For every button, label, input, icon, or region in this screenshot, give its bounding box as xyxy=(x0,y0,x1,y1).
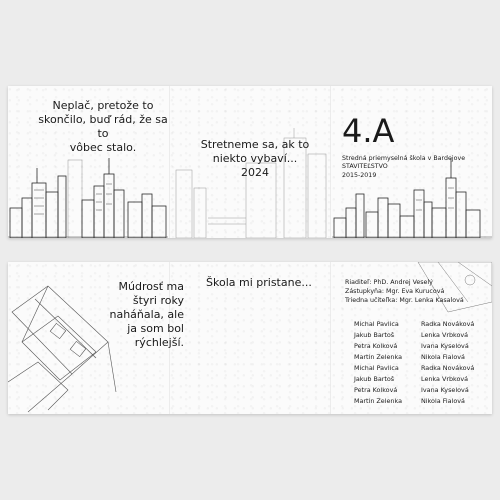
student-name: Jakub Bartoš xyxy=(354,331,395,339)
quote-line: vôbec stalo. xyxy=(69,141,137,154)
student-name: Michal Pavlica xyxy=(354,364,399,372)
quote-center xyxy=(196,138,314,180)
deputy: Zástupkyňa: Mgr. Eva Kurucová xyxy=(345,287,445,295)
student-name: Radka Nováková xyxy=(421,364,475,372)
student-names-column xyxy=(354,319,422,407)
student-names-column xyxy=(421,319,489,407)
student-name: Martin Zelenka xyxy=(354,397,402,405)
school-info xyxy=(342,155,492,180)
study-years: 2015-2019 xyxy=(342,171,377,179)
student-name: Petra Kolková xyxy=(354,386,398,394)
fold-line xyxy=(330,262,331,414)
quote-line: Múdrosť ma xyxy=(118,280,184,293)
student-name: Nikola Fialová xyxy=(421,353,465,361)
reunion-year: 2024 xyxy=(241,166,269,179)
quote-left xyxy=(98,280,184,350)
school-name: Stredná priemyselná škola v Bardejove xyxy=(342,155,466,162)
student-name: Jakub Bartoš xyxy=(354,375,395,383)
quote-line: rýchlejší. xyxy=(134,336,184,349)
student-name: Ivana Kyselová xyxy=(421,386,469,394)
quote-left xyxy=(38,99,168,155)
student-name: Michal Pavlica xyxy=(354,320,399,328)
principal: Riaditeľ: PhD. Andrej Veselý xyxy=(345,279,433,286)
student-name: Lenka Vrbková xyxy=(421,375,469,383)
student-name: Martin Zelenka xyxy=(354,353,402,361)
quote-line: niekto vybaví... xyxy=(212,152,298,165)
class-teacher: Triedna učiteľka: Mgr. Lenka Kasalová xyxy=(345,296,464,304)
student-name: Petra Kolková xyxy=(354,342,398,350)
quote-line: Neplač, pretože to xyxy=(52,99,154,112)
quote-line: štyri roky xyxy=(132,294,184,307)
back-card xyxy=(8,262,492,414)
quote-center: Škola mi pristane... xyxy=(206,276,312,289)
quote-line: naháňala, ale xyxy=(109,308,184,321)
student-name: Nikola Fialová xyxy=(421,397,465,405)
field-of-study: STAVITEĽSTVO xyxy=(342,163,388,171)
staff-list xyxy=(345,279,485,306)
student-name: Radka Nováková xyxy=(421,320,475,328)
quote-line: Stretneme sa, ak to xyxy=(200,138,310,151)
quote-line: skončilo, buď rád, že sa to xyxy=(38,113,168,140)
class-title: 4.A xyxy=(342,112,395,150)
quote-line: ja som bol xyxy=(127,322,184,335)
student-name: Lenka Vrbková xyxy=(421,331,469,339)
student-name: Ivana Kyselová xyxy=(421,342,469,350)
front-card xyxy=(8,86,492,238)
